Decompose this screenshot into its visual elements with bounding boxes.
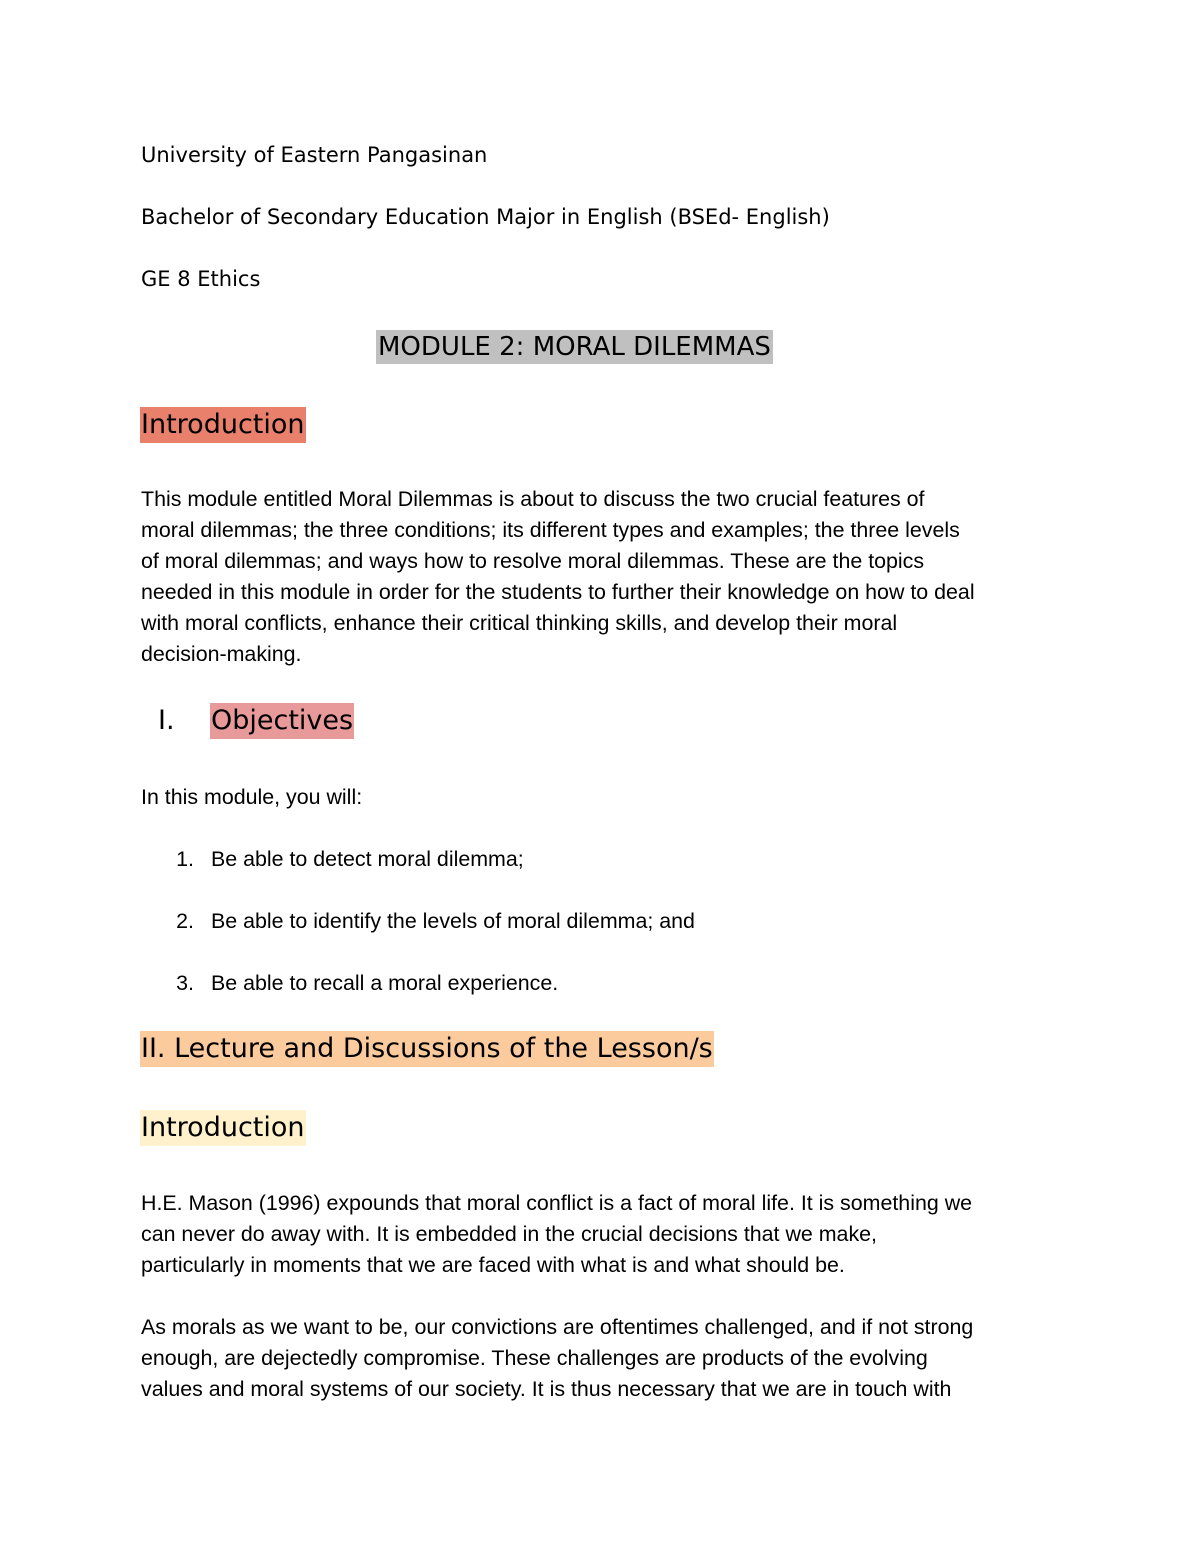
course-name: GE 8 Ethics xyxy=(141,267,261,291)
paragraph-line: H.E. Mason (1996) expounds that moral conflict is a fact of moral life. It is something we xyxy=(141,1191,973,1215)
lecture-paragraph-2 xyxy=(141,1312,1071,1405)
objectives-intro: In this module, you will: xyxy=(141,785,363,809)
list-item: Be able to detect moral dilemma; xyxy=(211,847,524,871)
list-item-number: 3. xyxy=(176,971,194,995)
list-item-number: 2. xyxy=(176,909,194,933)
paragraph-line: decision-making. xyxy=(141,642,302,666)
paragraph-line: of moral dilemmas; and ways how to resolve moral dilemmas. These are the topics xyxy=(141,549,925,573)
list-item: Be able to identify the levels of moral dilemma; and xyxy=(211,909,695,933)
paragraph-line: As morals as we want to be, our convictions are oftentimes challenged, and if not strong xyxy=(141,1315,974,1339)
introduction-paragraph xyxy=(141,484,1071,670)
paragraph-line: with moral conflicts, enhance their critical thinking skills, and develop their moral xyxy=(141,611,898,635)
program-name: Bachelor of Secondary Education Major in English (BSEd- English) xyxy=(141,205,830,229)
paragraph-line: particularly in moments that we are faced with what is and what should be. xyxy=(141,1253,845,1277)
paragraph-line: enough, are dejectedly compromise. These challenges are products of the evolving xyxy=(141,1346,928,1370)
paragraph-line: values and moral systems of our society. It is thus necessary that we are in touch with xyxy=(141,1377,952,1401)
list-item-number: 1. xyxy=(176,847,194,871)
objectives-numeral: I. xyxy=(158,705,175,736)
objectives-heading: Objectives xyxy=(210,703,354,739)
introduction-heading: Introduction xyxy=(140,407,306,443)
module-title: MODULE 2: MORAL DILEMMAS xyxy=(378,332,771,362)
lecture-heading: II. Lecture and Discussions of the Lesson/s xyxy=(140,1031,714,1067)
paragraph-line: can never do away with. It is embedded in the crucial decisions that we make, xyxy=(141,1222,877,1246)
list-item: Be able to recall a moral experience. xyxy=(211,971,559,995)
university-name: University of Eastern Pangasinan xyxy=(141,143,488,167)
paragraph-line: moral dilemmas; the three conditions; its different types and examples; the three levels xyxy=(141,518,960,542)
paragraph-line: This module entitled Moral Dilemmas is about to discuss the two crucial features of xyxy=(141,487,925,511)
lecture-paragraph-1 xyxy=(141,1188,1071,1281)
paragraph-line: needed in this module in order for the students to further their knowledge on how to deal xyxy=(141,580,975,604)
lecture-introduction-heading: Introduction xyxy=(140,1110,306,1146)
